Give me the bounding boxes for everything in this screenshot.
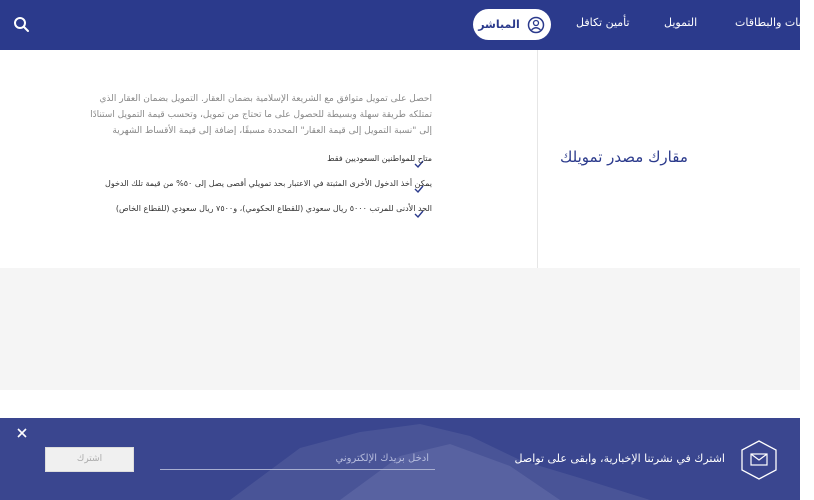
section-description: احصل على تمويل متوافق مع الشريعة الإسلامية بضمان العقار. التمويل بضمان العقار الذي تمتلكه طريقة سهلة وبسيطة للحصول على ما تحتاج من تمويل، وتحسب قيمة التمويل استنادًا إلى "نسبة التمويل إلى قيمة العقار" المحددة مسبقًا، إضافة إلى قيمة الأقساط الشهرية — [90, 94, 432, 136]
section-heading: مقارك مصدر تمويلك — [560, 148, 688, 166]
feature-item: الحد الأدنى للمرتب ٥٠٠٠ ريال سعودي (للقطاع الحكومي)، و٧٥٠٠ ريال سعودي (للقطاع الخاص) — [115, 204, 432, 213]
search-icon[interactable] — [10, 13, 34, 37]
feature-item: يمكن أخذ الدخول الأخرى المثبتة في الاعتبار بحد تمويلي أقصى يصل إلى ٥٠% من قيمة تلك الدخول — [105, 179, 432, 188]
mubasher-button[interactable] — [473, 9, 551, 40]
nav-item-financing[interactable]: التمويل — [664, 16, 698, 29]
envelope-icon — [739, 439, 779, 481]
user-voice-icon — [526, 15, 546, 35]
feature-item: متاح للمواطنين السعوديين فقط — [327, 154, 432, 163]
nav-item-accounts-cards[interactable]: سابات والبطاقات — [735, 16, 814, 29]
newsletter-text: اشترك في نشرتنا الإخبارية، وابقى على تواصل — [514, 452, 725, 465]
content-area — [0, 268, 800, 390]
mubasher-label: المباشر — [478, 18, 520, 31]
subscribe-button[interactable]: اشترك — [45, 447, 134, 472]
email-input[interactable] — [160, 448, 435, 470]
nav-item-takaful[interactable]: تأمين تكافل — [576, 16, 630, 29]
column-divider — [537, 50, 538, 268]
close-icon[interactable] — [15, 425, 29, 439]
